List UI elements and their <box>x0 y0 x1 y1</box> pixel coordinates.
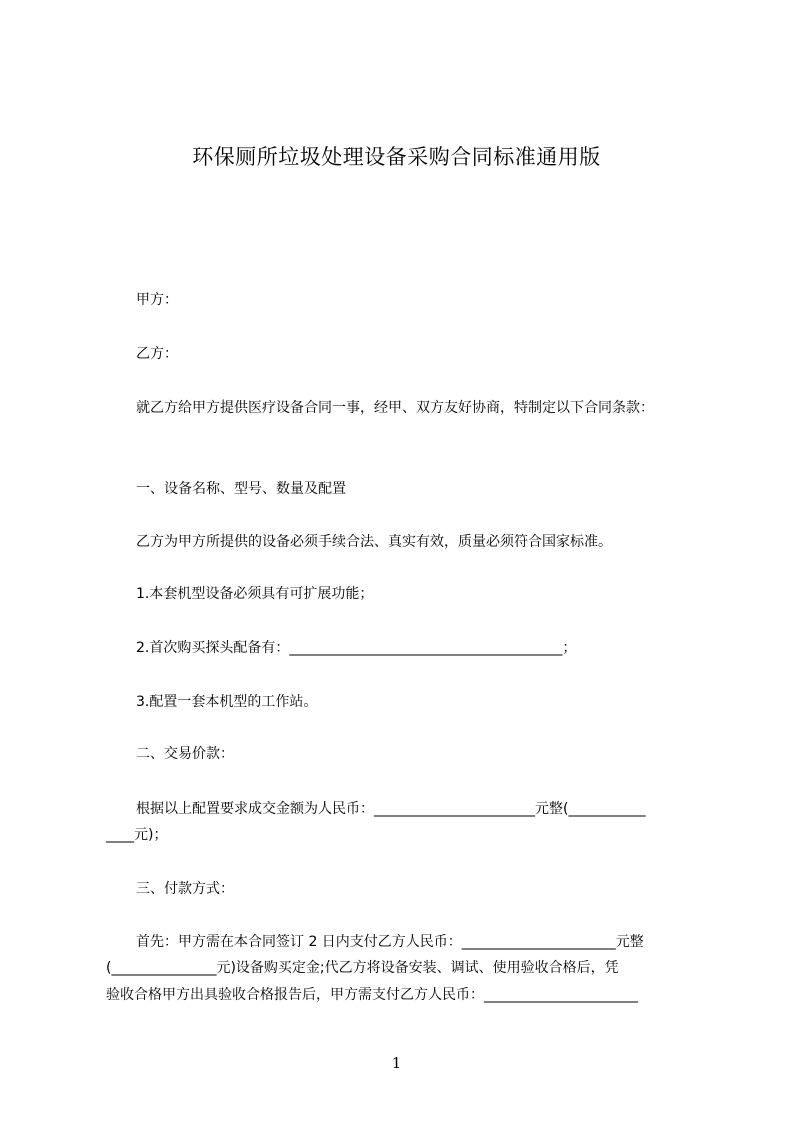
document-title: 环保厕所垃圾处理设备采购合同标准通用版 <box>192 145 601 169</box>
section1-heading: 一、设备名称、型号、数量及配置 <box>136 481 346 497</box>
price-line-1: 根据以上配置要求成交金额为人民币：_______________________元整(___________ <box>136 801 646 817</box>
payment-line-2: (_______________元)设备购买定金;代乙方将设备安装、调试、使用验收合格后，凭 <box>106 960 619 976</box>
item-3: 3.配置一套本机型的工作站。 <box>136 694 318 710</box>
party-b-label: 乙方： <box>136 346 178 362</box>
section3-heading: 三、付款方式： <box>136 881 234 897</box>
page-number: 1 <box>391 1054 402 1072</box>
section1-paragraph: 乙方为甲方所提供的设备必须手续合法、真实有效，质量必须符合国家标准。 <box>136 534 612 550</box>
item-2: 2.首次购买探头配备有：_______________________________________； <box>136 640 577 656</box>
price-line-2: ____元)； <box>106 827 168 843</box>
payment-line-1: 首先：甲方需在本合同签订 2 日内支付乙方人民币：______________________元整 <box>136 934 644 950</box>
item-1: 1.本套机型设备必须具有可扩展功能； <box>136 586 374 602</box>
payment-line-3: 验收合格甲方出具验收合格报告后，甲方需支付乙方人民币：______________________ <box>106 987 638 1003</box>
intro-paragraph: 就乙方给甲方提供医疗设备合同一事，经甲、双方友好协商，特制定以下合同条款： <box>136 400 654 416</box>
section2-heading: 二、交易价款： <box>136 746 234 762</box>
party-a-label: 甲方： <box>136 292 178 308</box>
